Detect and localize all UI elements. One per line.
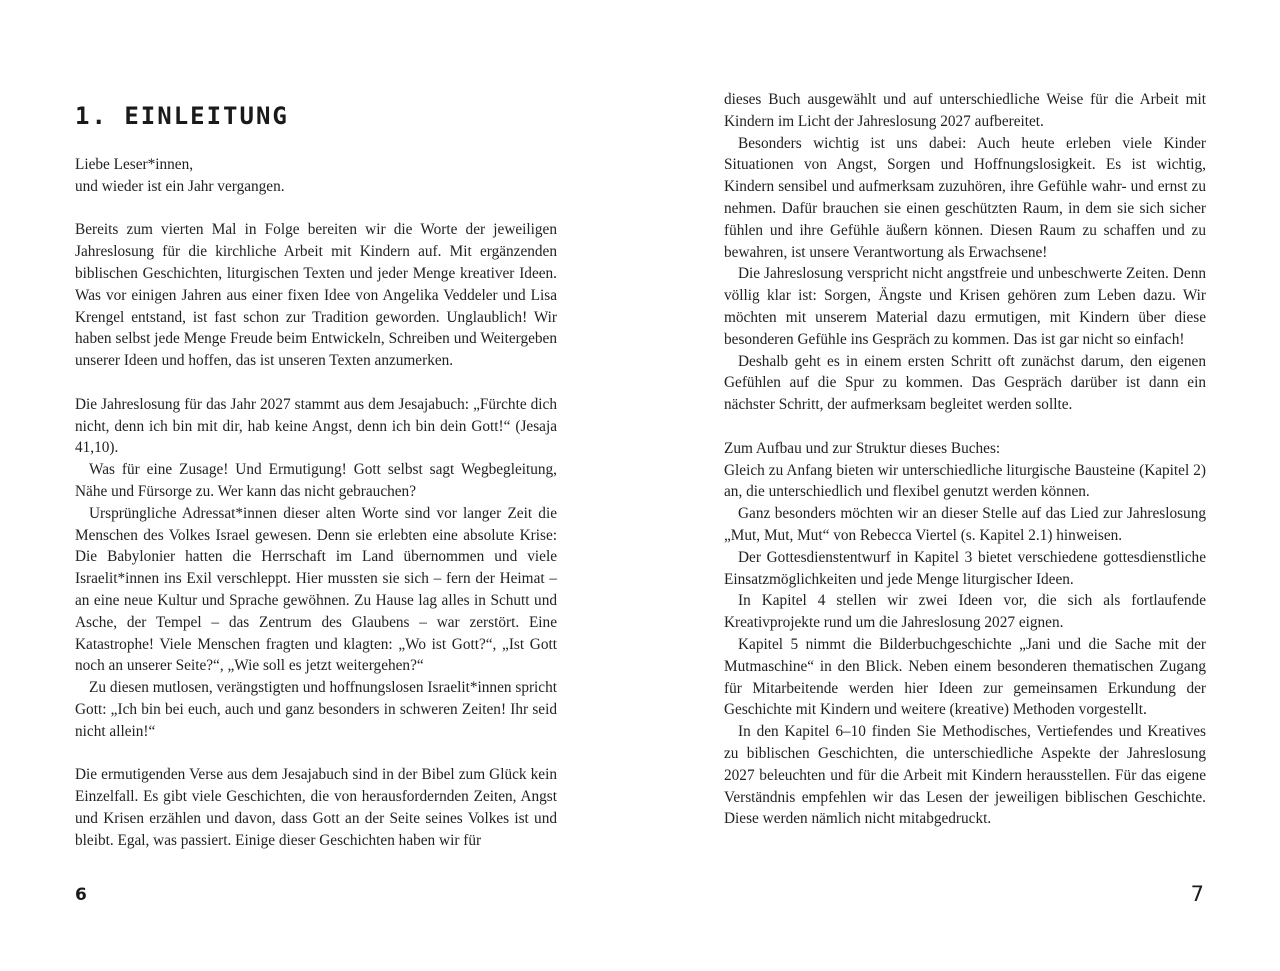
paragraph: Die Jahreslosung verspricht nicht angstfreie und unbeschwerte Zeiten. Denn völlig klar ist: Sorgen, Ängste und Krisen gehören zum Leben dazu. Wir möchten mit unserem Material dazu ermutigen, mit Kindern über diese besonderen Gefühle ins Gespräch zu kommen. Das ist gar nicht so einfach! bbox=[724, 265, 1206, 348]
paragraph: Was für eine Zusage! Und Ermutigung! Gott selbst sagt Wegbegleitung, Nähe und Fürsorge zu. Wer kann das nicht gebrauchen? bbox=[75, 461, 557, 500]
section-label: Zum Aufbau und zur Struktur dieses Buches: bbox=[724, 439, 1001, 457]
left-text-column bbox=[75, 154, 557, 852]
right-page bbox=[640, 0, 1280, 971]
paragraph: Ganz besonders möchten wir an dieser Stelle auf das Lied zur Jahreslosung „Mut, Mut, Mut“ von Rebecca Viertel (s. Kapitel 2.1) hinweisen. bbox=[724, 505, 1206, 544]
paragraph: Zu diesen mutlosen, verängstigten und hoffnungslosen Israelit*innen spricht Gott: „Ich bin bei euch, auch und ganz besonders in schweren Zeiten! Ihr seid nicht allein!“ bbox=[75, 679, 557, 740]
intro-line: und wieder ist ein Jahr vergangen. bbox=[75, 177, 285, 195]
paragraph: Der Gottesdienstentwurf in Kapitel 3 bietet verschiedene gottesdienstliche Einsatzmöglichkeiten und jede Menge liturgischer Ideen. bbox=[724, 548, 1206, 588]
page-number-left: 6 bbox=[75, 885, 87, 905]
paragraph: Die ermutigenden Verse aus dem Jesajabuch sind in der Bibel zum Glück kein Einzelfall. Es gibt viele Geschichten, die von herausfordernden Zeiten, Angst und Krisen erzählen und davon, dass Gott an der Seite seines Volkes ist und bleibt. Egal, was passiert. Einige dieser Geschichten haben wir für bbox=[75, 766, 557, 849]
paragraph: Kapitel 5 nimmt die Bilderbuchgeschichte „Jani und die Sache mit der Mutmaschine“ in den Blick. Neben einem besonderen thematischen Zugang für Mitarbeitende werden hier Ideen zur gemeinsamen Erkundung der Geschichte mit Kindern und weitere (kreative) Methoden vorgestellt. bbox=[724, 635, 1206, 719]
page-number-right: 7 bbox=[1190, 882, 1204, 906]
chapter-heading: 1. EINLEITUNG bbox=[75, 102, 289, 130]
right-text-column bbox=[724, 89, 1206, 830]
paragraph: In Kapitel 4 stellen wir zwei Ideen vor, die sich als fortlaufende Kreativprojekte rund um die Jahreslosung 2027 eignen. bbox=[724, 592, 1206, 632]
paragraph: Ursprüngliche Adressat*innen dieser alten Worte sind vor langer Zeit die Menschen des Volkes Israel gewesen. Denn sie erlebten eine absolute Krise: Die Babylonier hatten die Herrschaft im Land übernommen und viele Israelit*innen ins Exil verschleppt. Hier mussten sie sich – fern der Heimat – an eine neue Kultur und Sprache gewöhnen. Zu Hause lag alles in Schutt und Asche, der Tempel – das Zentrum des Glaubens – war zerstört. Eine Katastrophe! Viele Menschen fragten und klagten: „Wo ist Gott?“, „Ist Gott noch an unserer Seite?“, „Wie soll es jetzt weitergehen?“ bbox=[75, 504, 557, 675]
paragraph: Besonders wichtig ist uns dabei: Auch heute erleben viele Kinder Situationen von Angst, Sorgen und Hoffnungslosigkeit. Es ist wichtig, Kindern sensibel und aufmerksam zuzuhören, ihre Gefühle wahr- und ernst zu nehmen. Dafür brauchen sie einen geschützten Raum, in dem sie sich sicher fühlen und ihre Gefühle äußern können. Diesen Raum zu schaffen und zu bewahren, ist unsere Verantwortung als Erwachsene! bbox=[724, 134, 1206, 261]
paragraph: Gleich zu Anfang bieten wir unterschiedliche liturgische Bausteine (Kapitel 2) an, die unterschiedlich und flexibel genutzt werden können. bbox=[724, 461, 1206, 501]
paragraph: Die Jahreslosung für das Jahr 2027 stammt aus dem Jesajabuch: „Fürchte dich nicht, denn ich bin mit dir, hab keine Angst, denn ich bin dein Gott!“ (Jesaja 41,10). bbox=[75, 395, 557, 457]
paragraph: dieses Buch ausgewählt und auf unterschiedliche Weise für die Arbeit mit Kindern im Licht der Jahreslosung 2027 aufbereitet. bbox=[724, 91, 1206, 130]
paragraph: Bereits zum vierten Mal in Folge bereiten wir die Worte der jeweiligen Jahreslosung für die kirchliche Arbeit mit Kindern auf. Mit ergänzenden biblischen Geschichten, liturgischen Texten und jeder Menge kreativer Ideen. Was vor einigen Jahren aus einer fixen Idee von Angelika Veddeler und Lisa Krengel entstand, ist fast schon zur Tradition geworden. Unglaublich! Wir haben selbst jede Menge Freude beim Entwickeln, Schreiben und Weitergeben unserer Ideen und hoffen, das ist unseren Texten anzumerken. bbox=[75, 221, 557, 370]
paragraph: Deshalb geht es in einem ersten Schritt oft zunächst darum, den eigenen Gefühlen auf die Spur zu kommen. Das Gespräch darüber ist dann ein nächster Schritt, der aufmerksam begleitet werden sollte. bbox=[724, 352, 1206, 414]
salutation-line: Liebe Leser*innen, bbox=[75, 156, 194, 173]
paragraph: In den Kapitel 6–10 finden Sie Methodisches, Vertiefendes und Kreatives zu biblischen Geschichten, die unterschiedliche Aspekte der Jahreslosung 2027 beleuchten und für die Arbeit mit Kindern herausstellen. Für das eigene Verständnis empfehlen wir das Lesen der jeweiligen biblischen Geschichte. Diese werden nämlich nicht mitabgedruckt. bbox=[724, 723, 1206, 828]
